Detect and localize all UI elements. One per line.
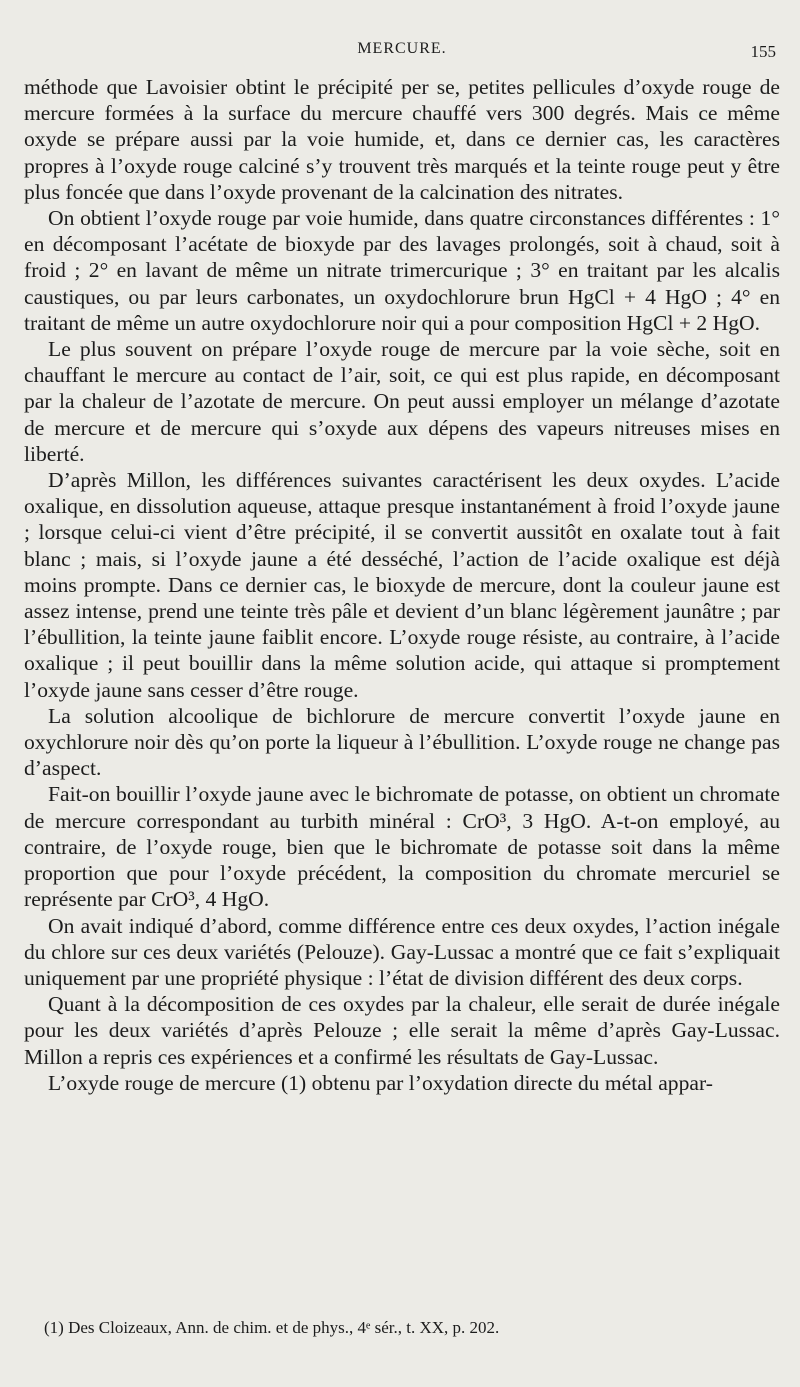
paragraph-5: La solution alcoolique de bichlorure de mercure convertit l’oxyde jaune en oxychlorure noir dès qu’on porte la liqueur à l’ébullition. L’oxyde rouge ne change pas d’aspect. xyxy=(24,703,780,781)
page-body xyxy=(24,74,780,1096)
page-number: 155 xyxy=(750,42,776,61)
running-title: MERCURE. xyxy=(357,40,447,57)
paragraph-1: méthode que Lavoisier obtint le précipité per se, petites pellicules d’oxyde rouge de mercure formées à la surface du mercure chauffé vers 300 degrés. Mais ce même oxyde se prépare aussi par la voie humide, et, dans ce dernier cas, les caractères propres à l’oxyde rouge calciné s’y trouvent très marqués et la teinte rouge peut y être plus foncée que dans l’oxyde provenant de la calcination des nitrates. xyxy=(24,75,780,204)
paragraph-6: Fait-on bouillir l’oxyde jaune avec le bichromate de potasse, on obtient un chromate de mercure correspondant au turbith minéral : CrO³, 3 HgO. A-t-on employé, au contraire, de l’oxyde rouge, bien que le bichromate de potasse soit dans la même proportion que pour l’oxyde précédent, la composition du chromate mercuriel se représente par CrO³, 4 HgO. xyxy=(24,782,780,912)
paragraph-7: On avait indiqué d’abord, comme différence entre ces deux oxydes, l’action inégale du chlore sur ces deux variétés (Pelouze). Gay-Lussac a montré que ce fait s’expliquait uniquement par une propriété physique : l’état de division différent des deux corps. xyxy=(24,913,780,990)
footnote: (1) Des Cloizeaux, Ann. de chim. et de phys., 4ᵉ sér., t. XX, p. 202. xyxy=(44,1318,500,1337)
paragraph-9: L’oxyde rouge de mercure (1) obtenu par l’oxydation directe du métal appar- xyxy=(48,1070,713,1095)
paragraph-8: Quant à la décomposition de ces oxydes par la chaleur, elle serait de durée inégale pour les deux variétés d’après Pelouze ; elle serait la même d’après Gay-Lussac. Millon a repris ces expériences et a confirmé les résultats de Gay-Lussac. xyxy=(24,992,780,1069)
paragraph-4: D’après Millon, les différences suivantes caractérisent les deux oxydes. L’acide oxalique, en dissolution aqueuse, attaque presque instantanément à froid l’oxyde jaune ; lorsque celui-ci vient d’être précipité, il se convertit aussitôt en oxalate tout à fait blanc ; mais, si l’oxyde jaune a été desséché, l’action de l’acide oxalique est déjà moins prompte. Dans ce dernier cas, le bioxyde de mercure, dont la couleur jaune est assez intense, prend une teinte très pâle et devient d’un blanc légèrement jaunâtre ; par l’ébullition, la teinte jaune faiblit encore. L’oxyde rouge résiste, au contraire, à l’acide oxalique ; il peut bouillir dans la même solution acide, qui attaque si promptement l’oxyde jaune sans cesser d’être rouge. xyxy=(24,468,780,702)
paragraph-2: On obtient l’oxyde rouge par voie humide, dans quatre circonstances différentes : 1° en décomposant l’acétate de bioxyde par des lavages prolongés, soit à chaud, soit à froid ; 2° en lavant de même un nitrate trimercurique ; 3° en traitant par les alcalis caustiques, ou par leurs carbonates, un oxydochlorure brun HgCl + 4 HgO ; 4° en traitant de même un autre oxydochlorure noir qui a pour composition HgCl + 2 HgO. xyxy=(24,206,780,335)
paragraph-3: Le plus souvent on prépare l’oxyde rouge de mercure par la voie sèche, soit en chauffant le mercure au contact de l’air, soit, ce qui est plus rapide, en décomposant par la chaleur de l’azotate de mercure. On peut aussi employer un mélange d’azotate de mercure et de mercure qui s’oxyde aux dépens des vapeurs nitreuses mises en liberté. xyxy=(24,337,780,466)
page-header xyxy=(24,40,780,66)
